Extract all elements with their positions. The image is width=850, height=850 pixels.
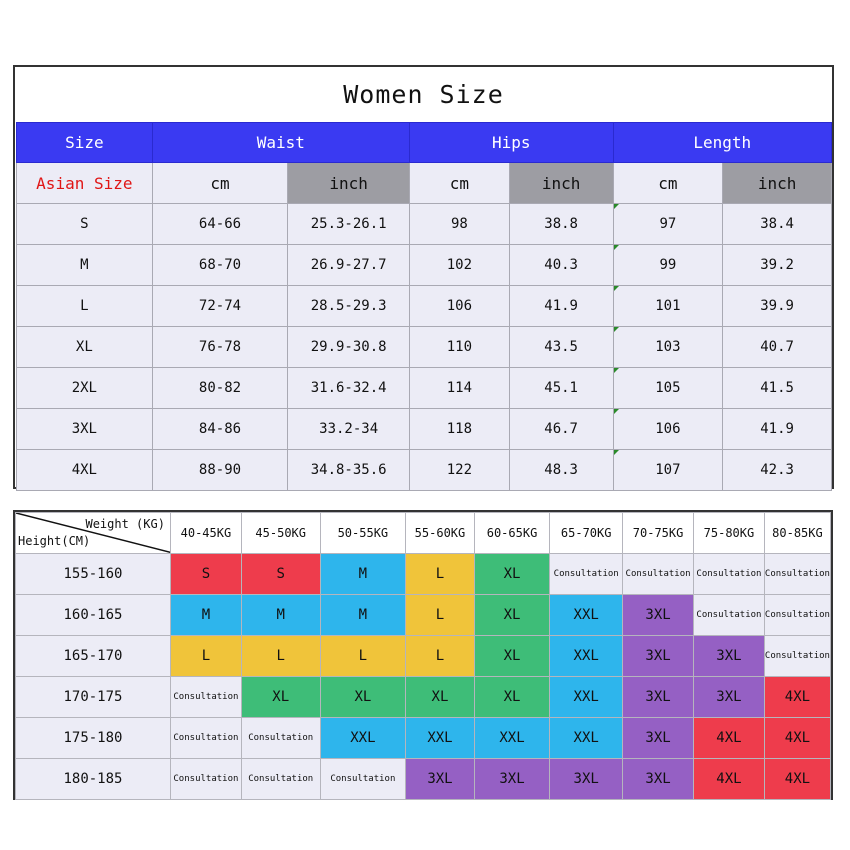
recommended-size-cell: XXL (550, 595, 623, 636)
waist-inch-cell: 31.6-32.4 (288, 368, 410, 409)
recommended-size-cell: XXL (550, 636, 623, 677)
height-axis-label: Height(CM) (18, 534, 91, 548)
recommended-size-cell: XXL (320, 718, 406, 759)
hips-cm-cell: 118 (410, 409, 510, 450)
length-inch-cell: 38.4 (723, 204, 832, 245)
size-cell: 4XL (17, 450, 153, 491)
length-inch-cell: 39.2 (723, 245, 832, 286)
recommended-size-cell: Consultation (241, 718, 320, 759)
height-row (16, 636, 831, 677)
hips-cm-cell: 106 (410, 286, 510, 327)
recommended-size-cell: L (320, 636, 406, 677)
length-header: Length (613, 123, 831, 163)
size-row (17, 204, 832, 245)
recommended-size-cell: Consultation (170, 759, 241, 800)
size-cell: L (17, 286, 153, 327)
asian-size-label: Asian Size (17, 163, 153, 204)
height-row (16, 677, 831, 718)
length-inch-cell: 42.3 (723, 450, 832, 491)
recommended-size-cell: Consultation (694, 595, 765, 636)
recommended-size-cell: Consultation (764, 636, 830, 677)
size-cell: 2XL (17, 368, 153, 409)
recommended-size-cell: XL (320, 677, 406, 718)
recommended-size-cell: 3XL (694, 636, 765, 677)
height-row (16, 759, 831, 800)
recommended-size-cell: 4XL (694, 759, 765, 800)
size-row (17, 245, 832, 286)
waist-inch-cell: 26.9-27.7 (288, 245, 410, 286)
hips-inch-cell: 48.3 (509, 450, 613, 491)
recommended-size-cell: M (170, 595, 241, 636)
height-header: 155-160 (16, 554, 171, 595)
weight-header: 50-55KG (320, 513, 406, 554)
weight-header-row (16, 513, 831, 554)
length-cm-cell: 106 (613, 409, 723, 450)
recommended-size-cell: Consultation (764, 595, 830, 636)
fit-table (15, 512, 831, 800)
recommended-size-cell: L (406, 554, 475, 595)
length-cm-cell: 101 (613, 286, 723, 327)
height-row (16, 595, 831, 636)
height-header: 170-175 (16, 677, 171, 718)
size-row (17, 286, 832, 327)
height-header: 180-185 (16, 759, 171, 800)
recommended-size-cell: S (241, 554, 320, 595)
recommended-size-cell: 3XL (474, 759, 549, 800)
size-cell: 3XL (17, 409, 153, 450)
size-row (17, 368, 832, 409)
hips-cm-cell: 122 (410, 450, 510, 491)
recommended-size-cell: M (241, 595, 320, 636)
waist-cm-cell: 76-78 (152, 327, 288, 368)
recommended-size-cell: XL (406, 677, 475, 718)
recommended-size-cell: Consultation (241, 759, 320, 800)
waist-inch-cell: 34.8-35.6 (288, 450, 410, 491)
size-chart-title: Women Size (343, 80, 504, 109)
recommended-size-cell: 4XL (764, 677, 830, 718)
length-inch-cell: 41.5 (723, 368, 832, 409)
height-header: 175-180 (16, 718, 171, 759)
hips-cm-cell: 110 (410, 327, 510, 368)
recommended-size-cell: XXL (474, 718, 549, 759)
height-header: 160-165 (16, 595, 171, 636)
recommended-size-cell: Consultation (170, 718, 241, 759)
length-cm-cell: 103 (613, 327, 723, 368)
recommended-size-cell: 3XL (623, 677, 694, 718)
hips-cm-cell: 102 (410, 245, 510, 286)
recommended-size-cell: 3XL (623, 718, 694, 759)
recommended-size-cell: L (406, 636, 475, 677)
length-inch-cell: 40.7 (723, 327, 832, 368)
length-cm-cell: 97 (613, 204, 723, 245)
size-cell: XL (17, 327, 153, 368)
recommended-size-cell: 4XL (764, 759, 830, 800)
recommended-size-cell: XL (474, 595, 549, 636)
size-header: Size (17, 123, 153, 163)
size-row (17, 450, 832, 491)
size-group-header-row (17, 123, 832, 163)
weight-axis-label: Weight (KG) (85, 517, 165, 531)
length-cm-cell: 105 (613, 368, 723, 409)
weight-header: 65-70KG (550, 513, 623, 554)
waist-cm-cell: 88-90 (152, 450, 288, 491)
hips-cm-cell: 114 (410, 368, 510, 409)
recommended-size-cell: 3XL (623, 636, 694, 677)
recommended-size-cell: L (406, 595, 475, 636)
recommended-size-cell: XL (474, 554, 549, 595)
hips-cm-cell: 98 (410, 204, 510, 245)
hips-inch-cell: 41.9 (509, 286, 613, 327)
size-row (17, 327, 832, 368)
recommended-size-cell: 3XL (623, 595, 694, 636)
recommended-size-cell: 3XL (406, 759, 475, 800)
waist-cm-cell: 64-66 (152, 204, 288, 245)
waist-cm-header: cm (152, 163, 288, 204)
length-cm-header: cm (613, 163, 723, 204)
recommended-size-cell: 3XL (694, 677, 765, 718)
size-table (16, 122, 832, 491)
weight-header: 40-45KG (170, 513, 241, 554)
corner-header (16, 513, 171, 554)
weight-header: 60-65KG (474, 513, 549, 554)
size-cell: S (17, 204, 153, 245)
recommended-size-cell: XXL (550, 718, 623, 759)
length-inch-cell: 41.9 (723, 409, 832, 450)
recommended-size-cell: Consultation (170, 677, 241, 718)
recommended-size-cell: Consultation (694, 554, 765, 595)
recommended-size-cell: S (170, 554, 241, 595)
weight-header: 80-85KG (764, 513, 830, 554)
recommended-size-cell: M (320, 554, 406, 595)
waist-cm-cell: 72-74 (152, 286, 288, 327)
recommended-size-cell: Consultation (320, 759, 406, 800)
hips-inch-cell: 40.3 (509, 245, 613, 286)
waist-inch-cell: 33.2-34 (288, 409, 410, 450)
hips-inch-cell: 43.5 (509, 327, 613, 368)
recommended-size-cell: Consultation (623, 554, 694, 595)
waist-header: Waist (152, 123, 409, 163)
recommended-size-cell: XL (241, 677, 320, 718)
height-row (16, 554, 831, 595)
waist-inch-header: inch (288, 163, 410, 204)
recommended-size-cell: XL (474, 636, 549, 677)
hips-inch-cell: 46.7 (509, 409, 613, 450)
size-cell: M (17, 245, 153, 286)
hips-inch-header: inch (509, 163, 613, 204)
recommended-size-cell: 3XL (623, 759, 694, 800)
weight-header: 70-75KG (623, 513, 694, 554)
waist-inch-cell: 29.9-30.8 (288, 327, 410, 368)
length-cm-cell: 107 (613, 450, 723, 491)
recommended-size-cell: L (241, 636, 320, 677)
recommended-size-cell: L (170, 636, 241, 677)
size-row (17, 409, 832, 450)
recommended-size-cell: XXL (406, 718, 475, 759)
hips-inch-cell: 45.1 (509, 368, 613, 409)
recommended-size-cell: 3XL (550, 759, 623, 800)
height-row (16, 718, 831, 759)
waist-cm-cell: 80-82 (152, 368, 288, 409)
hips-cm-header: cm (410, 163, 510, 204)
hips-inch-cell: 38.8 (509, 204, 613, 245)
weight-header: 75-80KG (694, 513, 765, 554)
recommended-size-cell: M (320, 595, 406, 636)
height-header: 165-170 (16, 636, 171, 677)
recommended-size-cell: XXL (550, 677, 623, 718)
recommended-size-cell: 4XL (764, 718, 830, 759)
length-inch-header: inch (723, 163, 832, 204)
length-inch-cell: 39.9 (723, 286, 832, 327)
recommended-size-cell: 4XL (694, 718, 765, 759)
waist-inch-cell: 25.3-26.1 (288, 204, 410, 245)
recommended-size-cell: XL (474, 677, 549, 718)
recommended-size-cell: Consultation (764, 554, 830, 595)
waist-cm-cell: 68-70 (152, 245, 288, 286)
length-cm-cell: 99 (613, 245, 723, 286)
waist-cm-cell: 84-86 (152, 409, 288, 450)
waist-inch-cell: 28.5-29.3 (288, 286, 410, 327)
height-weight-fit-chart (13, 510, 833, 800)
weight-header: 45-50KG (241, 513, 320, 554)
recommended-size-cell: Consultation (550, 554, 623, 595)
hips-header: Hips (410, 123, 614, 163)
women-size-chart (13, 65, 834, 489)
unit-header-row (17, 163, 832, 204)
weight-header: 55-60KG (406, 513, 475, 554)
